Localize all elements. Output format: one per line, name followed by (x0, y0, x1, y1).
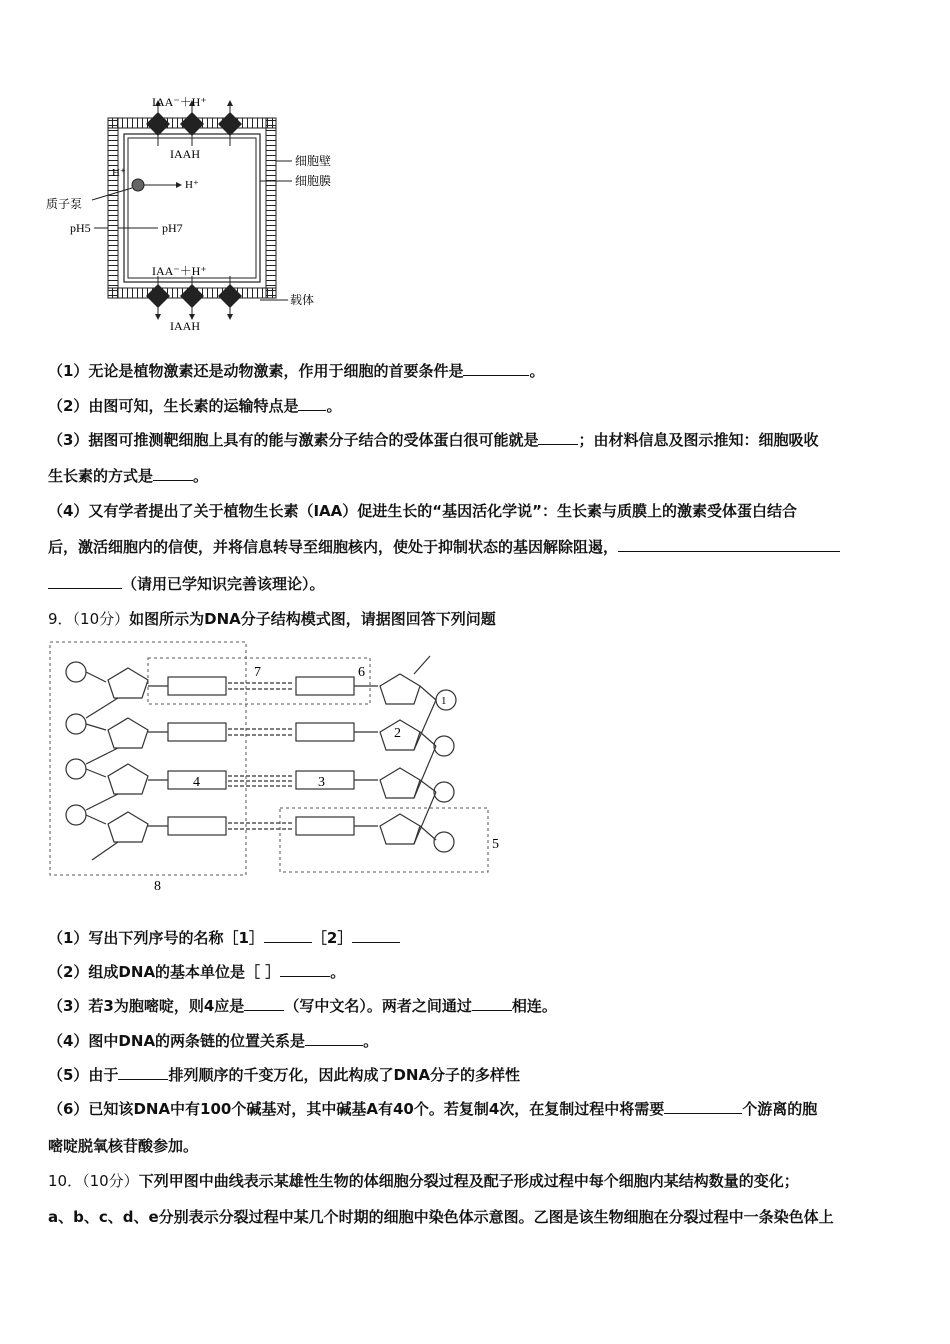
carrier-bottom-group (146, 276, 242, 320)
ph7-label: pH7 (162, 221, 183, 235)
cell-wall-label: 细胞壁 (295, 154, 332, 168)
q8-part4-line1: （4）又有学者提出了关于植物生长素（IAA）促进生长的“基因活化学说”：生长素与质膜上的激素受体蛋白结合 (48, 502, 797, 520)
answer-blank[interactable] (280, 962, 330, 977)
iaah-top-label: IAAH (170, 147, 200, 161)
cell-membrane-label: 细胞膜 (295, 174, 332, 188)
proton-pump-label: 质子泵 (46, 197, 83, 211)
q8-part3-line2: 生长素的方式是 。 (48, 467, 209, 485)
answer-blank[interactable] (472, 996, 512, 1011)
answer-blank[interactable] (298, 396, 326, 411)
answer-blank[interactable] (153, 466, 193, 481)
q9-part2: （2）组成DNA的基本单位是［ ］ 。 (48, 963, 346, 981)
dna-label-7: 7 (254, 665, 261, 680)
top-iaa-label: IAA⁻＋H⁺ (152, 95, 207, 109)
dna-label-8: 8 (154, 879, 161, 894)
q9-part1: （1）写出下列序号的名称［1］ ［2］ (48, 928, 910, 948)
answer-blank[interactable] (664, 1099, 742, 1114)
answer-blank[interactable] (618, 537, 840, 552)
q8-part1: （1）无论是植物激素还是动物激素，作用于细胞的首要条件是 。 (48, 362, 545, 380)
answer-blank[interactable] (305, 1031, 363, 1046)
iaah-bottom-label: IAAH (170, 319, 200, 333)
answer-blank[interactable] (264, 928, 312, 943)
answer-blank[interactable] (244, 996, 284, 1011)
answer-blank[interactable] (352, 928, 400, 943)
dna-label-3: 3 (318, 775, 325, 790)
answer-blank[interactable] (48, 574, 122, 589)
q9-part6-line1: （6）已知该DNA中有100个碱基对，其中碱基A有40个。若复制4次，在复制过程中将需要 个游离的胞 (48, 1100, 818, 1118)
dna-label-2: 2 (394, 726, 401, 741)
bottom-iaa-label: IAA⁻＋H⁺ (152, 264, 207, 278)
q8-part2: （2）由图可知，生长素的运输特点是 。 (48, 397, 342, 415)
ph5-label: pH5 (70, 221, 91, 235)
q10-line1: 10．（10分）下列甲图中曲线表示某雄性生物的体细胞分裂过程及配子形成过程中每个细胞内某结构数量的变化； (48, 1172, 799, 1190)
dna-label-4: 4 (193, 775, 200, 790)
iaa-transport-figure (40, 88, 370, 338)
q9-part3: （3）若3为胞嘧啶，则4应是 （写中文名）。两者之间通过 相连。 (48, 997, 557, 1015)
h-plus-right-label: H⁺ (185, 179, 199, 191)
carrier-label: 载体 (290, 293, 315, 307)
answer-blank[interactable] (118, 1065, 168, 1080)
dna-label-5: 5 (492, 837, 499, 852)
h-plus-left-label: H⁺ (112, 167, 126, 179)
dna-label-6: 6 (358, 665, 365, 680)
q9-part4: （4）图中DNA的两条链的位置关系是 。 (48, 1032, 379, 1050)
q9-part5: （5）由于 排列顺序的千变万化，因此构成了DNA分子的多样性 (48, 1066, 521, 1084)
proton-pump-icon (132, 179, 144, 191)
q9-part6-line2: 嘧啶脱氧核苷酸参加。 (48, 1137, 199, 1155)
answer-blank[interactable] (538, 430, 578, 445)
q10-line2: a、b、c、d、e分别表示分裂过程中某几个时期的细胞中染色体示意图。乙图是该生物细胞在分裂过程中一条染色体上 (48, 1208, 834, 1226)
dna-structure-figure (48, 640, 508, 895)
q8-part3-line1: （3）据图可推测靶细胞上具有的能与激素分子结合的受体蛋白很可能就是 ；由材料信息及图示推知：细胞吸收 (48, 431, 819, 449)
q9-stem: 9．（10分）如图所示为DNA分子结构模式图，请据图回答下列问题 (48, 610, 496, 628)
q8-part4-line3: （请用已学知识完善该理论）。 (48, 574, 910, 594)
dna-label-1: 1 (441, 695, 447, 707)
answer-blank[interactable] (463, 361, 529, 376)
q8-part4-line2: 后，激活细胞内的信使，并将信息转导至细胞核内，使处于抑制状态的基因解除阻遏， (48, 537, 910, 557)
